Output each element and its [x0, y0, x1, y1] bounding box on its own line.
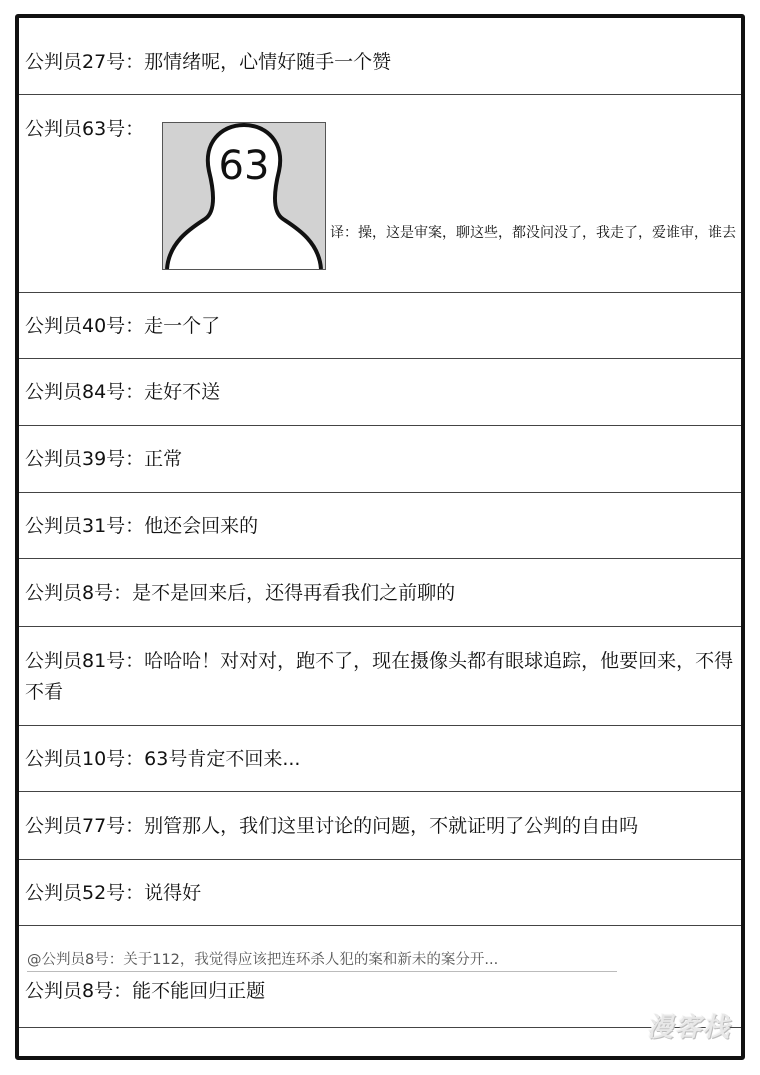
chat-message: 公判员39号：正常: [25, 448, 183, 470]
chat-message: 公判员84号：走好不送: [25, 381, 221, 403]
watermark-logo: 漫客栈: [646, 1013, 731, 1043]
chat-message: 公判员77号：别管那人，我们这里讨论的问题，不就证明了公判的自由吗: [25, 815, 639, 837]
chat-message: 公判员31号：他还会回来的: [25, 515, 259, 537]
chat-message: 公判员81号：哈哈哈！对对对，跑不了，现在摄像头都有眼球追踪，他要回来，不得不看: [25, 650, 734, 703]
chat-message: 公判员40号：走一个了: [25, 315, 221, 337]
translation-note: 译：操，这是审案，聊这些，都没问没了，我走了，爱谁审，谁去: [330, 225, 736, 241]
quoted-reply: @公判员8号：关于112，我觉得应该把连环杀人犯的案和新未的案分开...: [27, 948, 617, 972]
chat-panel: [15, 14, 745, 1060]
chat-message: 公判员8号：能不能回归正题: [25, 980, 266, 1002]
chat-message: 公判员10号：63号肯定不回来...: [25, 748, 301, 770]
chat-message: 公判员8号：是不是回来后，还得再看我们之前聊的: [25, 582, 456, 604]
chat-message: 公判员52号：说得好: [25, 882, 202, 904]
chat-message: 公判员63号：: [25, 118, 145, 140]
chat-message: 公判员27号：那情绪呢，心情好随手一个赞: [25, 51, 392, 73]
avatar-number: 63: [218, 143, 270, 189]
avatar: [162, 122, 326, 270]
